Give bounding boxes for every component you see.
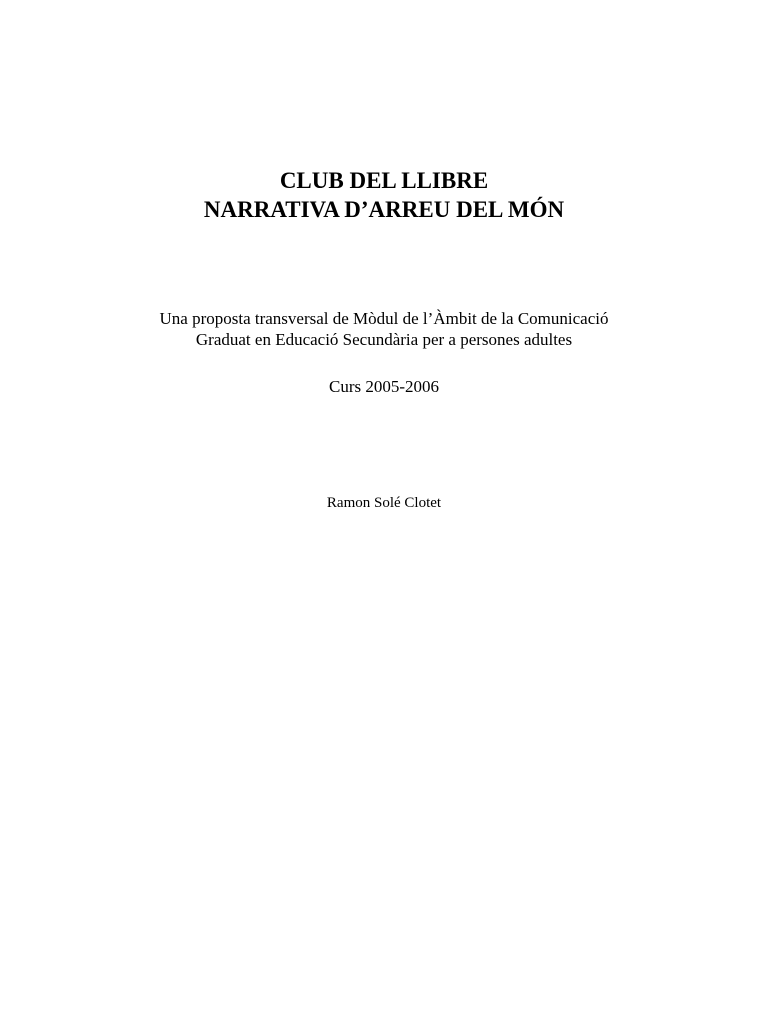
subtitle-line-1: Una proposta transversal de Mòdul de l’Àmbit de la Comunicació: [159, 309, 609, 328]
title-line-1: CLUB DEL LLIBRE: [279, 168, 489, 193]
course-year: Curs 2005-2006: [328, 377, 440, 396]
document-title: [0, 166, 768, 224]
document-subtitle: [0, 308, 768, 350]
author-name: Ramon Solé Clotet: [326, 495, 442, 511]
subtitle-line-2: Graduat en Educació Secundària per a persones adultes: [195, 330, 573, 349]
title-line-2: NARRATIVA D’ARREU DEL MÓN: [203, 197, 565, 222]
